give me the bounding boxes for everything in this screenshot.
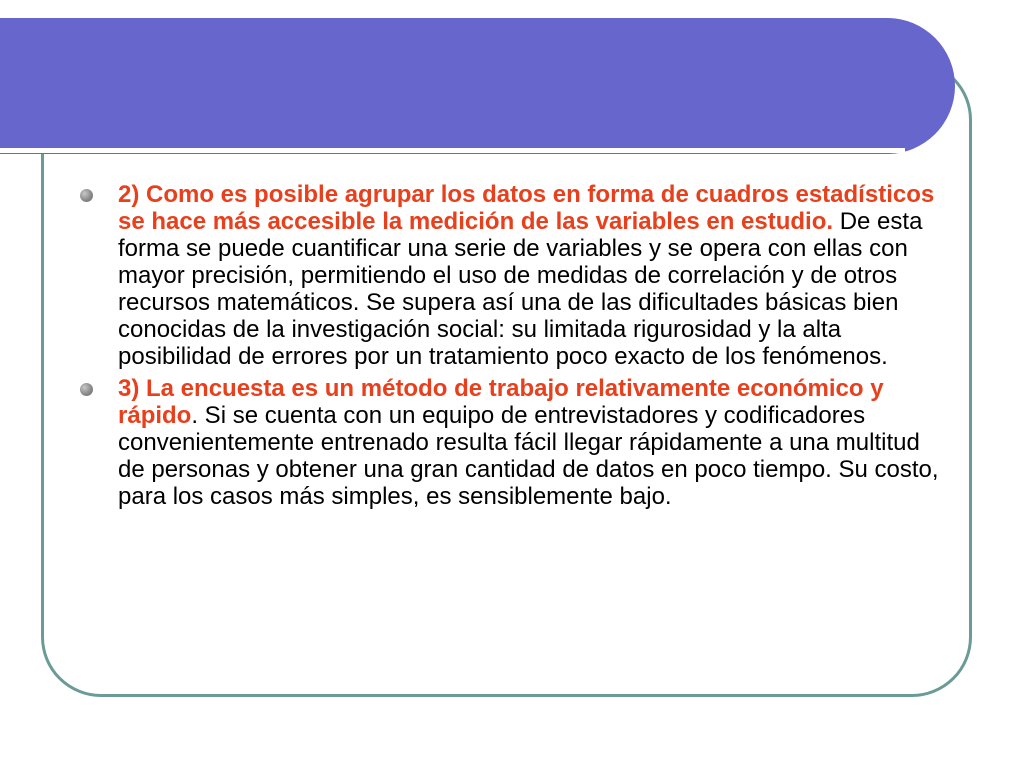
header-divider-line <box>0 148 905 153</box>
bullet-body-text: De esta forma se puede cuantificar una serie de variables y se opera con ellas con mayor precisión, permitiendo el uso de medidas de correlación y de otros recursos matemáticos. Se supera así una de las dificultades básicas bien conocidas de la investigación social: su limitada rigurosidad y la alta posibilidad de errores por un tratamiento poco exacto de los fenómenos. <box>118 208 923 370</box>
header-band <box>0 18 955 154</box>
bullet-emphasis-text: 2) Como es posible agrupar los datos en forma de cuadros estadísticos se hace más accesible la medición de las variables en estudio. <box>118 181 935 235</box>
bullet-emphasis-text: 3) La encuesta es un método de trabajo relativamente económico y rápido <box>118 375 884 429</box>
bullet-list <box>80 181 950 515</box>
bullet-icon <box>80 189 93 202</box>
bullet-item-3 <box>80 375 950 510</box>
bullet-item-2 <box>80 181 950 370</box>
bullet-body-text: . Si se cuenta con un equipo de entrevistadores y codificadores convenientemente entrenado resulta fácil llegar rápidamente a una multitud de personas y obtener una gran cantidad de datos en poco tiempo. Su costo, para los casos más simples, es sensiblemente bajo. <box>118 402 939 510</box>
bullet-icon <box>80 383 93 396</box>
